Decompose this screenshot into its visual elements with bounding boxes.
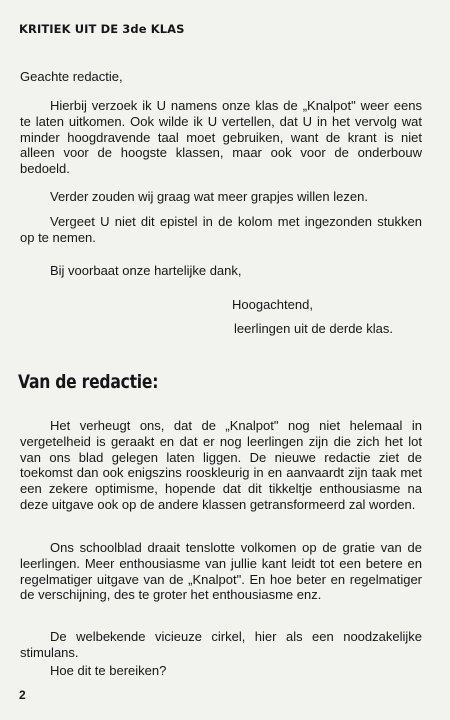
letter-paragraph: Vergeet U niet dit epistel in de kolom met ingezonden stukken op te nemen.: [20, 214, 422, 245]
reply-paragraph: De welbekende vicieuze cirkel, hier als een noodzakelijke stimulans.: [20, 629, 422, 660]
page-number: 2: [19, 688, 26, 702]
letter-paragraph: Hierbij verzoek ik U namens onze klas de „Knalpot" weer eens te laten uitkomen. Ook wilde ik U vertellen, dat U in het vervolg wat minder hoogdravende taal moet gebruiken, want de krant is niet alleen voor de hoogste klassen, maar ook voor de onderbouw bedoeld.: [20, 98, 422, 177]
letter-paragraph: Verder zouden wij graag wat meer grapjes willen lezen.: [50, 189, 368, 204]
letter-closing: Hoogachtend,: [232, 297, 313, 312]
article-heading: KRITIEK UIT DE 3de KLAS: [19, 22, 185, 36]
letter-salutation: Geachte redactie,: [20, 69, 123, 84]
letter-signature: leerlingen uit de derde klas.: [234, 321, 393, 336]
reply-paragraph: Ons schoolblad draait tenslotte volkomen op de gratie van de leerlingen. Meer enthousiasme van jullie kant leidt tot een betere en regelmatiger uitgave van de „Knalpot". En hoe beter en regelmatiger de verschijning, des te groter het enthousiasme enz.: [20, 540, 422, 603]
reply-question: Hoe dit te bereiken?: [50, 663, 167, 678]
letter-paragraph: Bij voorbaat onze hartelijke dank,: [50, 263, 242, 278]
reply-heading: Van de redactie:: [18, 371, 159, 393]
reply-paragraph: Het verheugt ons, dat de „Knalpot" nog niet helemaal in vergetelheid is geraakt en dat er nog leerlingen zijn die zich het lot van ons blad gelegen laten liggen. De nieuwe redactie ziet de toekomst dan ook enigszins rooskleurig in en aanvaardt zijn taak met een zekere optimisme, hopende dat dit tikkeltje enthousiasme na deze uitgave ook op de andere klassen getransformeerd zal worden.: [20, 418, 422, 512]
